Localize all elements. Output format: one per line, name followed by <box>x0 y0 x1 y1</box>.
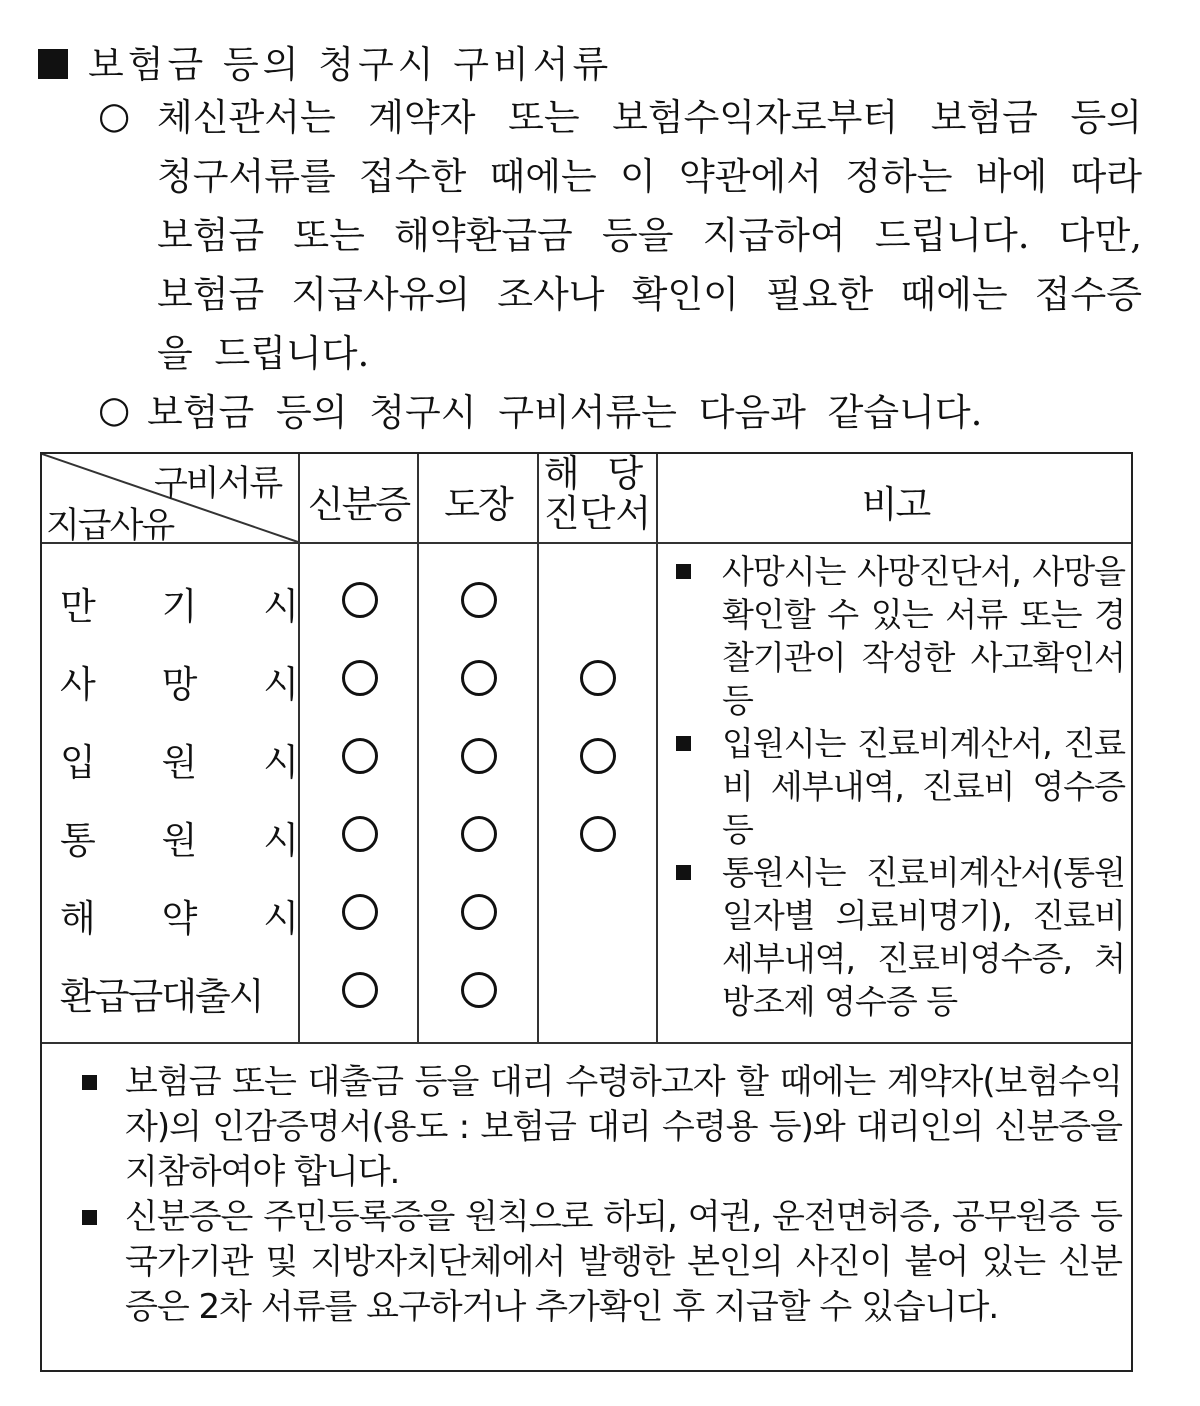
row-reason-maturity <box>60 576 300 630</box>
reason-char: 시 <box>263 663 300 706</box>
reason-char: 기 <box>161 585 199 628</box>
corner-bottom-label: 지급사유 <box>46 506 174 546</box>
circle-bullet-icon: ○ <box>98 388 131 431</box>
heading-text: 보험금 등의 청구시 구비서류 <box>88 43 613 86</box>
row-reason-death <box>60 654 300 708</box>
circle-mark-seal <box>461 972 497 1008</box>
circle-mark-seal <box>461 738 497 774</box>
corner-top-label: 구비서류 <box>154 464 282 504</box>
remark-item: 입원시는 진료비계산서, 진료비 세부내역, 진료비 영수증 등 <box>670 722 1125 851</box>
reason-char: 망 <box>161 663 199 706</box>
reason-char: 시 <box>263 819 300 862</box>
remarks-notes <box>670 550 1125 1023</box>
col-header-diagnosis-line1: 해 당 <box>543 452 652 495</box>
circle-mark-seal <box>461 894 497 930</box>
section-heading <box>38 34 612 88</box>
circle-mark-id <box>342 816 378 852</box>
circle-bullet-icon: ○ <box>98 94 131 137</box>
row-reason-hospitalization <box>60 732 300 786</box>
intro-line: 보험금 등의 청구시 구비서류는 다음과 같습니다. <box>147 391 983 434</box>
reason-char: 해 <box>60 897 97 940</box>
circle-mark-id <box>342 582 378 618</box>
col-header-seal: 도장 <box>444 483 512 526</box>
reason-char: 원 <box>161 819 199 862</box>
row-reason-loan: 환급금대출시 <box>60 975 263 1018</box>
circle-mark-id <box>342 660 378 696</box>
reason-char: 시 <box>263 897 300 940</box>
documents-table <box>40 452 1133 1372</box>
circle-mark-diag <box>580 660 616 696</box>
row-reason-cancellation <box>60 888 300 942</box>
row-reason-outpatient <box>60 810 300 864</box>
footnote-item: 보험금 또는 대출금 등을 대리 수령하고자 할 때에는 계약자(보험수익자)의 인감증명서(용도 : 보험금 대리 수령용 등)와 대리인의 신분증을 지참하여야 합니다. <box>72 1060 1122 1195</box>
reason-char: 시 <box>263 741 300 784</box>
circle-mark-id <box>342 972 378 1008</box>
col-header-diagnosis-line2: 진단서 <box>543 492 652 535</box>
footer-divider <box>42 1042 1131 1044</box>
circle-mark-diag <box>580 816 616 852</box>
reason-char: 만 <box>60 585 97 628</box>
remark-item: 통원시는 진료비계산서(통원일자별 의료비명기), 진료비 세부내역, 진료비영수증, 처방조제 영수증 등 <box>670 851 1125 1023</box>
reason-char: 약 <box>161 897 199 940</box>
reason-char: 사 <box>60 663 97 706</box>
circle-mark-id <box>342 738 378 774</box>
table-footnotes <box>72 1060 1122 1330</box>
reason-char: 입 <box>60 741 97 784</box>
footnote-item: 신분증은 주민등록증을 원칙으로 하되, 여권, 운전면허증, 공무원증 등 국가기관 및 지방자치단체에서 발행한 본인의 사진이 붙어 있는 신분증은 2차 서류를 요구하거나 추가확인 후 지급할 수 있습니다. <box>72 1195 1122 1330</box>
reason-char: 시 <box>263 585 300 628</box>
intro-paragraph: 체신관서는 계약자 또는 보험수익자로부터 보험금 등의 청구서류를 접수한 때에는 이 약관에서 정하는 바에 따라 보험금 또는 해약환급금 등을 지급하여 드립니다. 다만, 보험금 지급사유의 조사나 확인이 필요한 때에는 접수증을 드립니다. <box>157 96 1142 375</box>
col-header-id: 신분증 <box>307 483 410 526</box>
square-bullet-icon <box>38 49 68 79</box>
circle-mark-id <box>342 894 378 930</box>
remark-item: 사망시는 사망진단서, 사망을 확인할 수 있는 서류 또는 경찰기관이 작성한 사고확인서 등 <box>670 550 1125 722</box>
col-header-remarks: 비고 <box>861 483 930 526</box>
circle-mark-diag <box>580 738 616 774</box>
circle-mark-seal <box>461 816 497 852</box>
reason-char: 통 <box>60 819 97 862</box>
circle-mark-seal <box>461 660 497 696</box>
col-header-diagnosis <box>539 454 656 534</box>
circle-mark-seal <box>461 582 497 618</box>
reason-char: 원 <box>161 741 199 784</box>
